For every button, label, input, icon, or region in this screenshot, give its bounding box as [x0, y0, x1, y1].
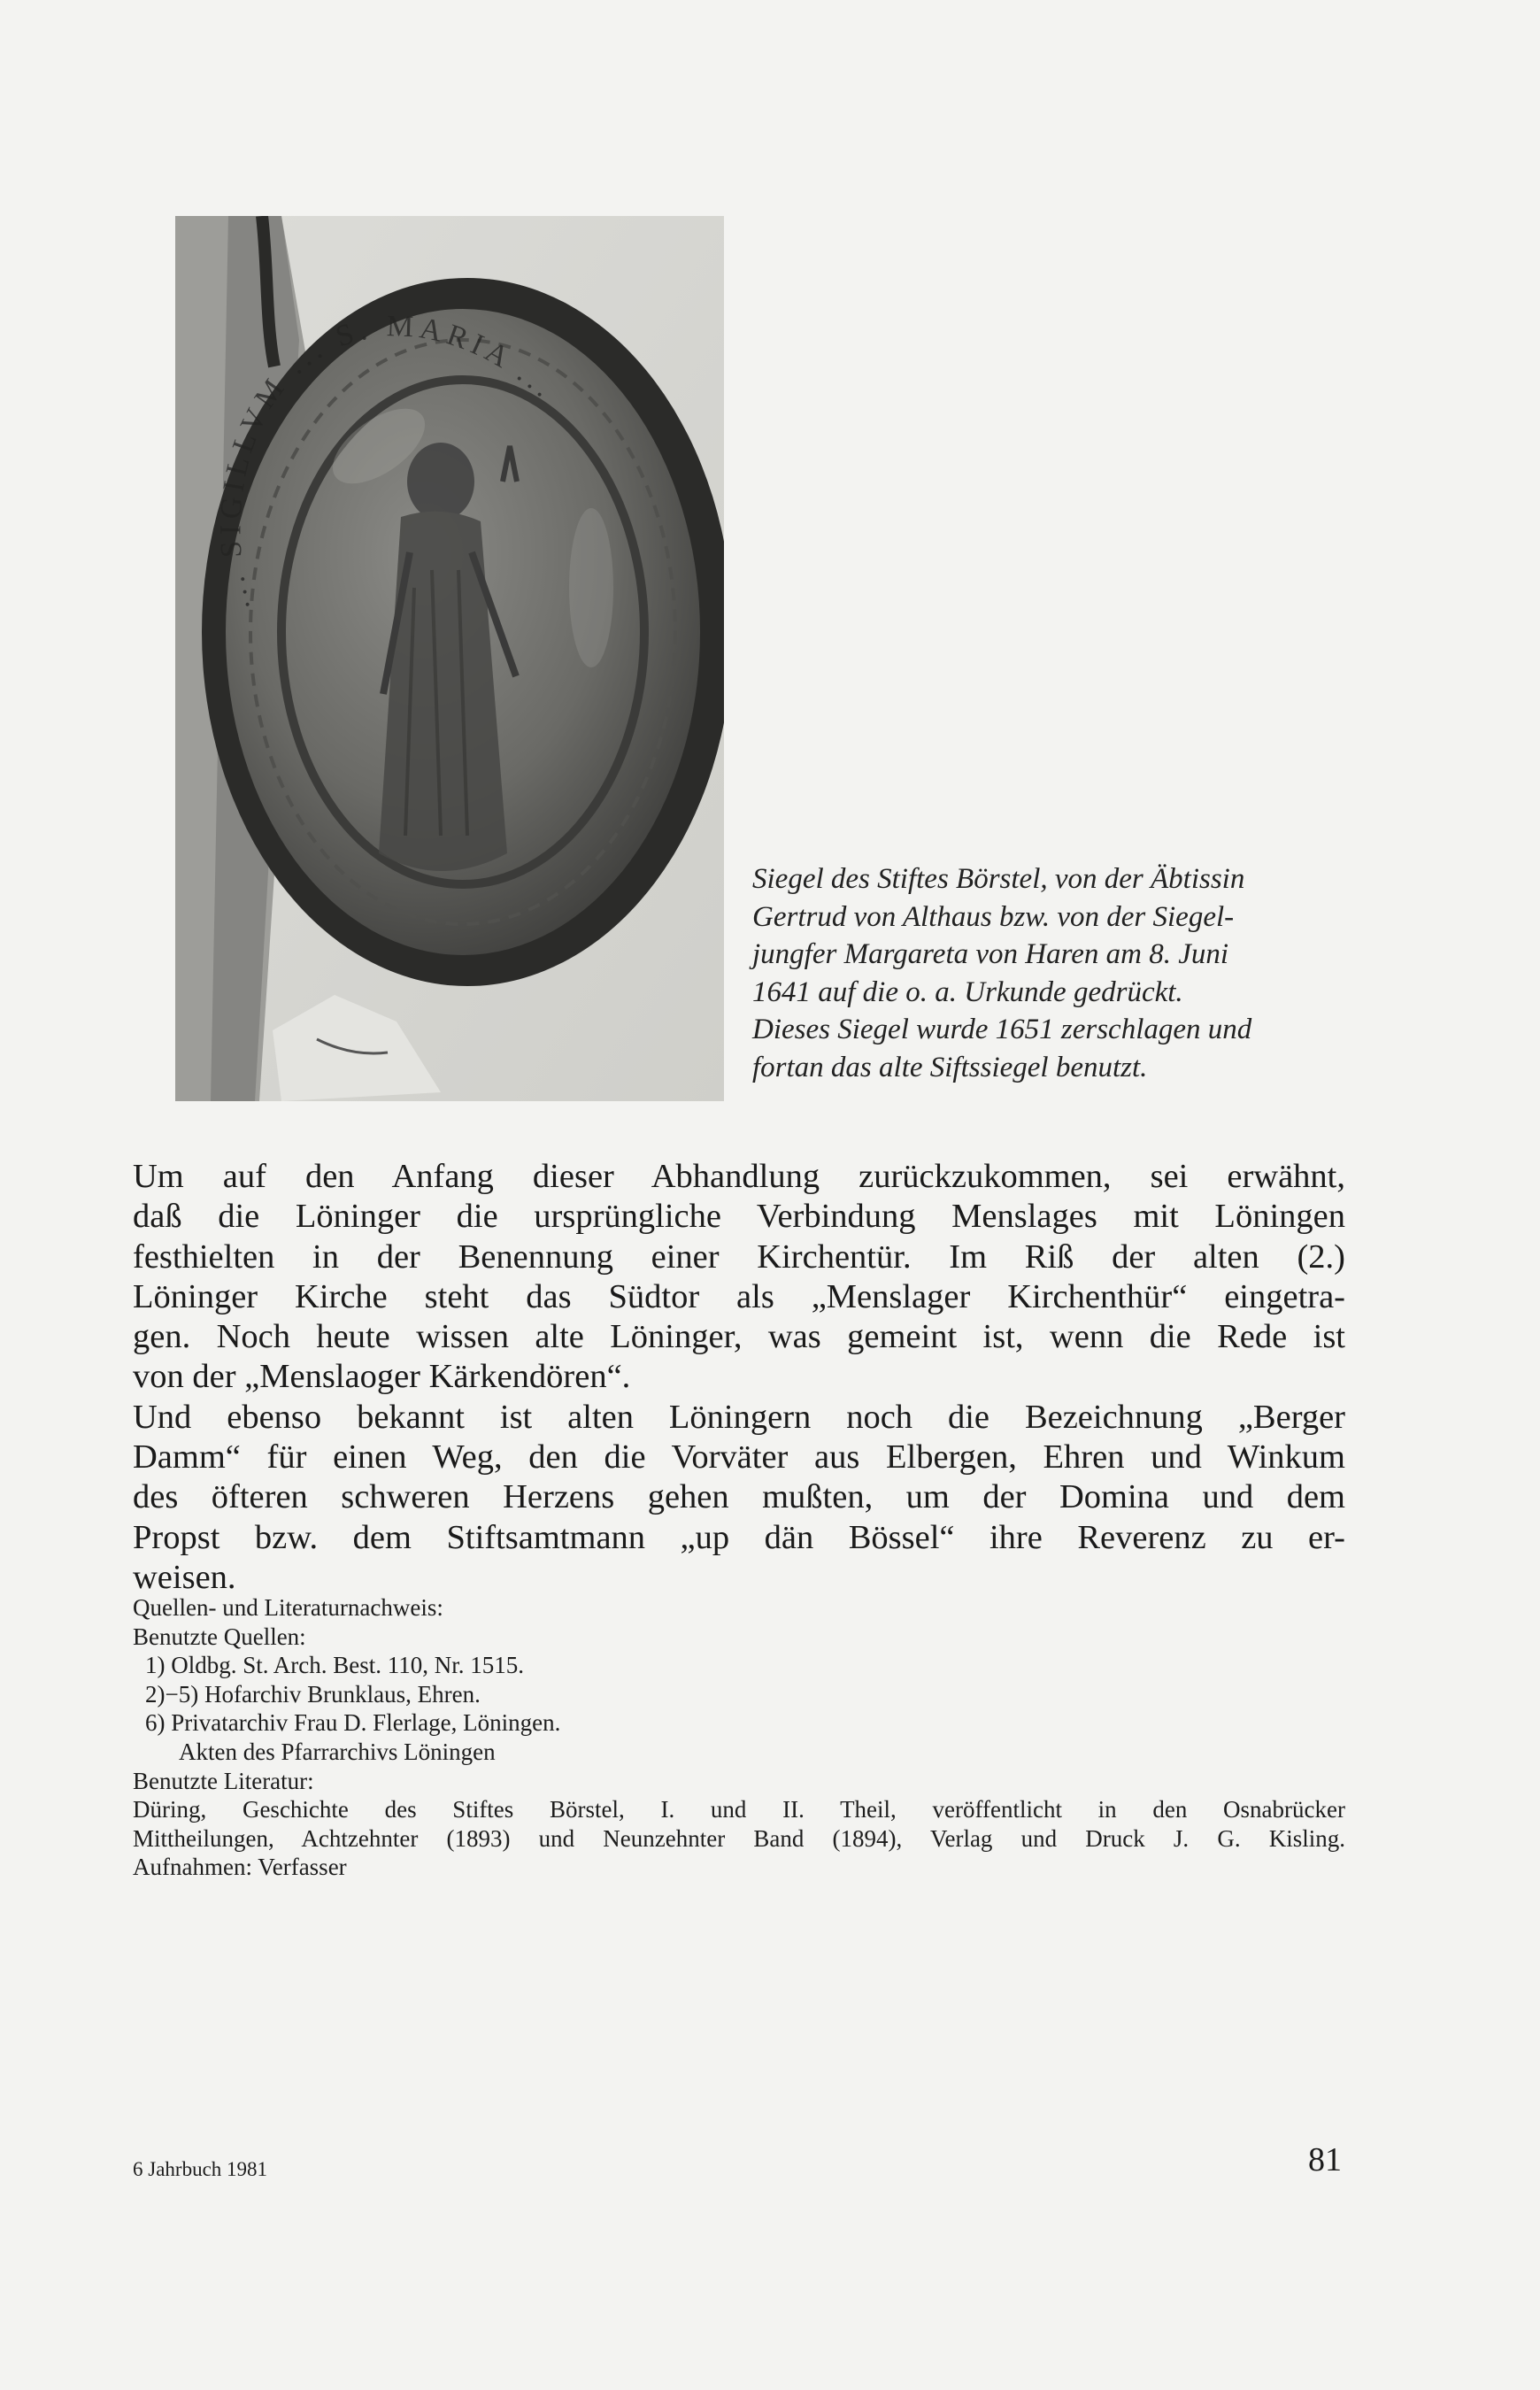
body-line: Propst bzw. dem Stiftsamtmann „up dän Bössel“ ihre Reverenz zu er-	[133, 1518, 1345, 1556]
source-item: 2)−5) Hofarchiv Brunklaus, Ehren.	[145, 1680, 481, 1708]
literature-item: Mittheilungen, Achtzehnter (1893) und Neunzehnter Band (1894), Verlag und Druck J. G. Kisling.	[133, 1824, 1345, 1852]
body-line: festhielten in der Benennung einer Kirchentür. Im Riß der alten (2.)	[133, 1237, 1345, 1276]
body-line: von der „Menslaoger Kärkendören“.	[133, 1358, 631, 1396]
body-line: Damm“ für einen Weg, den die Vorväter aus Elbergen, Ehren und Winkum	[133, 1438, 1345, 1476]
source-item: 6) Privatarchiv Frau D. Flerlage, Löningen.	[145, 1709, 561, 1737]
body-line: daß die Löninger die ursprüngliche Verbindung Menslages mit Löningen	[133, 1198, 1345, 1236]
footer-signature: 6 Jahrbuch 1981	[133, 2158, 268, 2180]
source-item: 1) Oldbg. St. Arch. Best. 110, Nr. 1515.	[145, 1652, 524, 1679]
caption-line: Gertrud von Althaus bzw. von der Siegel-	[752, 900, 1235, 933]
body-line: Und ebenso bekannt ist alten Löningern noch die Bezeichnung „Berger	[133, 1398, 1345, 1436]
literature-heading: Benutzte Literatur:	[133, 1767, 314, 1794]
source-item: Akten des Pfarrarchivs Löningen	[179, 1738, 496, 1765]
seal-photograph	[175, 216, 724, 1101]
body-text	[133, 1157, 1345, 1598]
body-line: gen. Noch heute wissen alte Löninger, was gemeint ist, wenn die Rede ist	[133, 1318, 1345, 1356]
caption-line: Siegel des Stiftes Börstel, von der Äbtissin	[752, 863, 1245, 895]
figure-caption	[752, 860, 1390, 1086]
literature-item: Düring, Geschichte des Stiftes Börstel, I. und II. Theil, veröffentlicht in den Osnabrücker	[133, 1796, 1345, 1823]
photo-credit: Aufnahmen: Verfasser	[133, 1854, 347, 1881]
body-line: Löninger Kirche steht das Südtor als „Menslager Kirchenthür“ eingetra-	[133, 1277, 1345, 1315]
references-heading: Quellen- und Literaturnachweis:	[133, 1594, 443, 1621]
body-line: Um auf den Anfang dieser Abhandlung zurückzukommen, sei erwähnt,	[133, 1158, 1345, 1195]
caption-line: jungfer Margareta von Haren am 8. Juni	[752, 938, 1229, 970]
sources-heading: Benutzte Quellen:	[133, 1623, 306, 1650]
caption-line: fortan das alte Siftssiegel benutzt.	[752, 1051, 1148, 1083]
page-number: 81	[1308, 2141, 1342, 2178]
caption-line: 1641 auf die o. a. Urkunde gedrückt.	[752, 975, 1183, 1008]
seal-inscription: ... SIGILLVM ... S. MARIA ...	[214, 310, 563, 613]
caption-line: Dieses Siegel wurde 1651 zerschlagen und	[752, 1014, 1252, 1045]
body-line: des öfteren schweren Herzens gehen mußten, um der Domina und dem	[133, 1478, 1345, 1516]
references-section	[133, 1593, 1345, 1882]
body-line: weisen.	[133, 1558, 236, 1596]
